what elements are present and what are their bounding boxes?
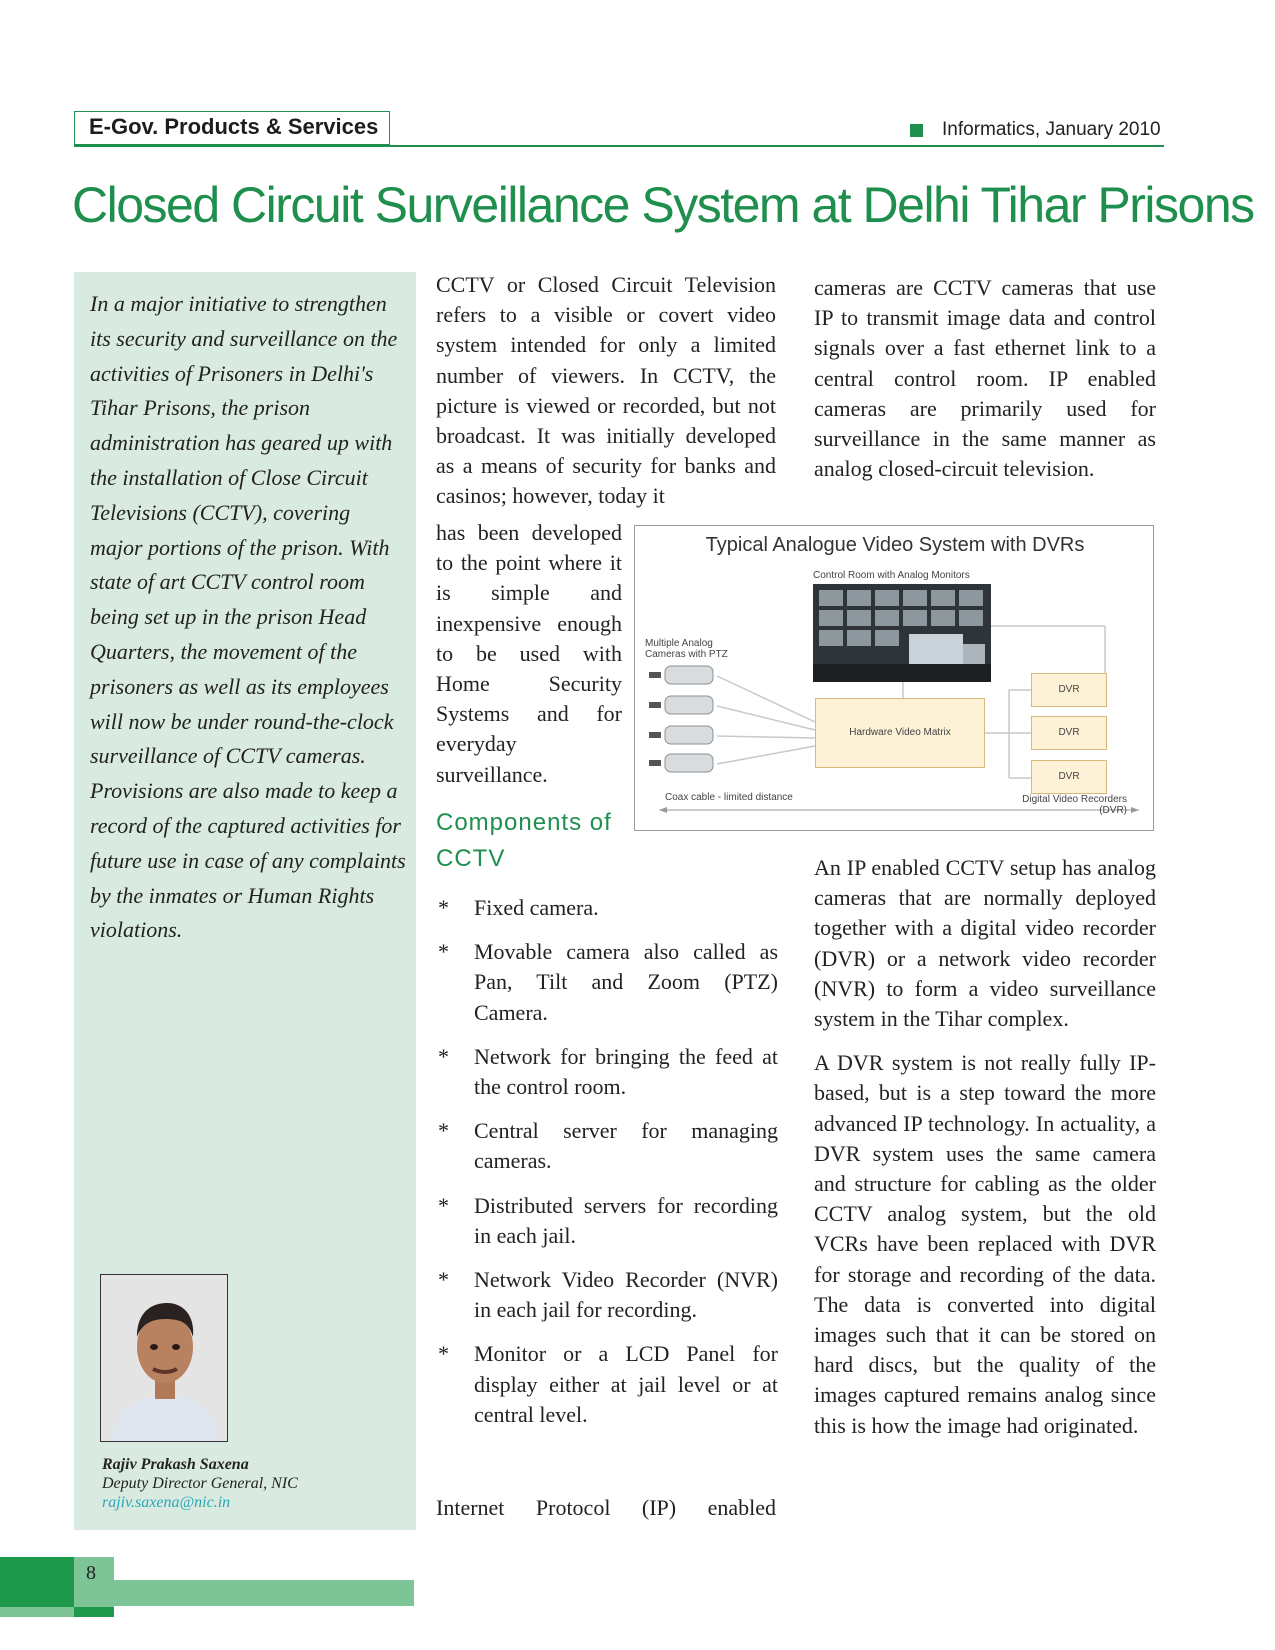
recorders-label: Digital Video Recorders (DVR) [1022, 794, 1127, 816]
footer-bar [114, 1580, 414, 1606]
dvr-box: DVR [1031, 673, 1107, 707]
list-item: * Distributed servers for recording in each jail. [438, 1192, 778, 1248]
abstract-text: In a major initiative to strengthen its security and surveillance on the activities of Prisoners in Delhi's Tihar Prisons, the prison administration has geared up with the installation of Close Circuit Televisions (CCTV), covering major portions of the prison. With state of art CCTV control room being set up in the prison Head Quarters, the movement of the prisoners as well as its employees will now be under round-the-clock surveillance of CCTV cameras. Provisions are also made to keep a record of the captured activities for future use in case of any complaints by the inmates or Human Rights violations. [90, 291, 406, 943]
author-role: Deputy Director General, NIC [102, 1475, 298, 1492]
video-matrix-box: Hardware Video Matrix [815, 698, 985, 768]
person-portrait-icon [101, 1275, 228, 1442]
ip-cameras-paragraph: cameras are CCTV cameras that use IP to transmit image data and control signals over a fast ethernet link to a central control room. IP enabled cameras are primarily used for surveillance in the same manner as analog closed-circuit television. [814, 275, 1156, 482]
dvr-system-figure [634, 525, 1154, 831]
dvr-system-paragraph: A DVR system is not really fully IP-based, but is a step toward the more advanced IP technology. In actuality, a DVR system uses the same camera and structure for cabling as the older CCTV analog system, but the old VCRs have been replaced with DVR for storage and recording of the data. The data is converted into digital images such that it can be stored on hard discs, but the quality of the images captured remains analog since this is how the image had originated. [814, 1050, 1156, 1438]
author-email-link[interactable]: rajiv.saxena@nic.in [102, 1494, 231, 1511]
figure-title: Typical Analogue Video System with DVRs [705, 534, 1085, 556]
list-item: * Central server for managing cameras. [438, 1118, 778, 1174]
header-rule [74, 145, 1164, 147]
camera-icon [649, 666, 713, 772]
control-room-label: Control Room with Analog Monitors [813, 570, 970, 581]
coax-label: Coax cable - limited distance [665, 792, 793, 803]
list-item: * Movable camera also called as Pan, Tilt and Zoom (PTZ) Camera. [438, 939, 778, 1025]
components-list [436, 893, 778, 1444]
intro-paragraph: CCTV or Closed Circuit Television refers to a visible or covert video system intended for only a limited number of viewers. In CCTV, the picture is viewed or recorded, but not broadcast. It was initially developed as a means of security for banks and casinos; however, today it [436, 272, 776, 509]
footer-bar [0, 1607, 74, 1617]
intro-paragraph-continued: has been developed to the point where it is simple and inexpensive enough to be used with Home Security Systems and for everyday surveillance. [436, 520, 622, 787]
list-item: * Monitor or a LCD Panel for display either at jail level or at central level. [438, 1341, 778, 1427]
author-name: Rajiv Prakash Saxena [102, 1456, 249, 1473]
cameras-label: Multiple Analog Cameras with PTZ [645, 638, 728, 660]
list-item: * Network Video Recorder (NVR) in each jail for recording. [438, 1267, 778, 1323]
author-credit [102, 1455, 298, 1512]
page-number: 8 [86, 1562, 96, 1584]
issue-label: Informatics, January 2010 [942, 119, 1161, 140]
list-item: * Network for bringing the feed at the control room. [438, 1043, 778, 1100]
ip-setup-paragraph: An IP enabled CCTV setup has analog cameras that are normally deployed together with a digital video recorder (DVR) or a network video recorder (NVR) to form a video surveillance system in the Tihar complex. [814, 855, 1156, 1032]
list-item: * Fixed camera. [438, 895, 599, 920]
dvr-paragraphs [814, 853, 1156, 1441]
footer-bar [74, 1607, 114, 1617]
author-photo [100, 1274, 228, 1442]
dvr-box: DVR [1031, 760, 1107, 794]
issue-square-icon [910, 124, 923, 137]
footer-bar [0, 1557, 74, 1607]
components-heading: Components of CCTV [436, 809, 612, 872]
dvr-box: DVR [1031, 716, 1107, 750]
section-tag: E-Gov. Products & Services [74, 111, 390, 145]
article-title: Closed Circuit Surveillance System at Delhi Tihar Prisons [72, 177, 1254, 233]
ip-paragraph-start: Internet Protocol (IP) enabled [436, 1495, 776, 1520]
